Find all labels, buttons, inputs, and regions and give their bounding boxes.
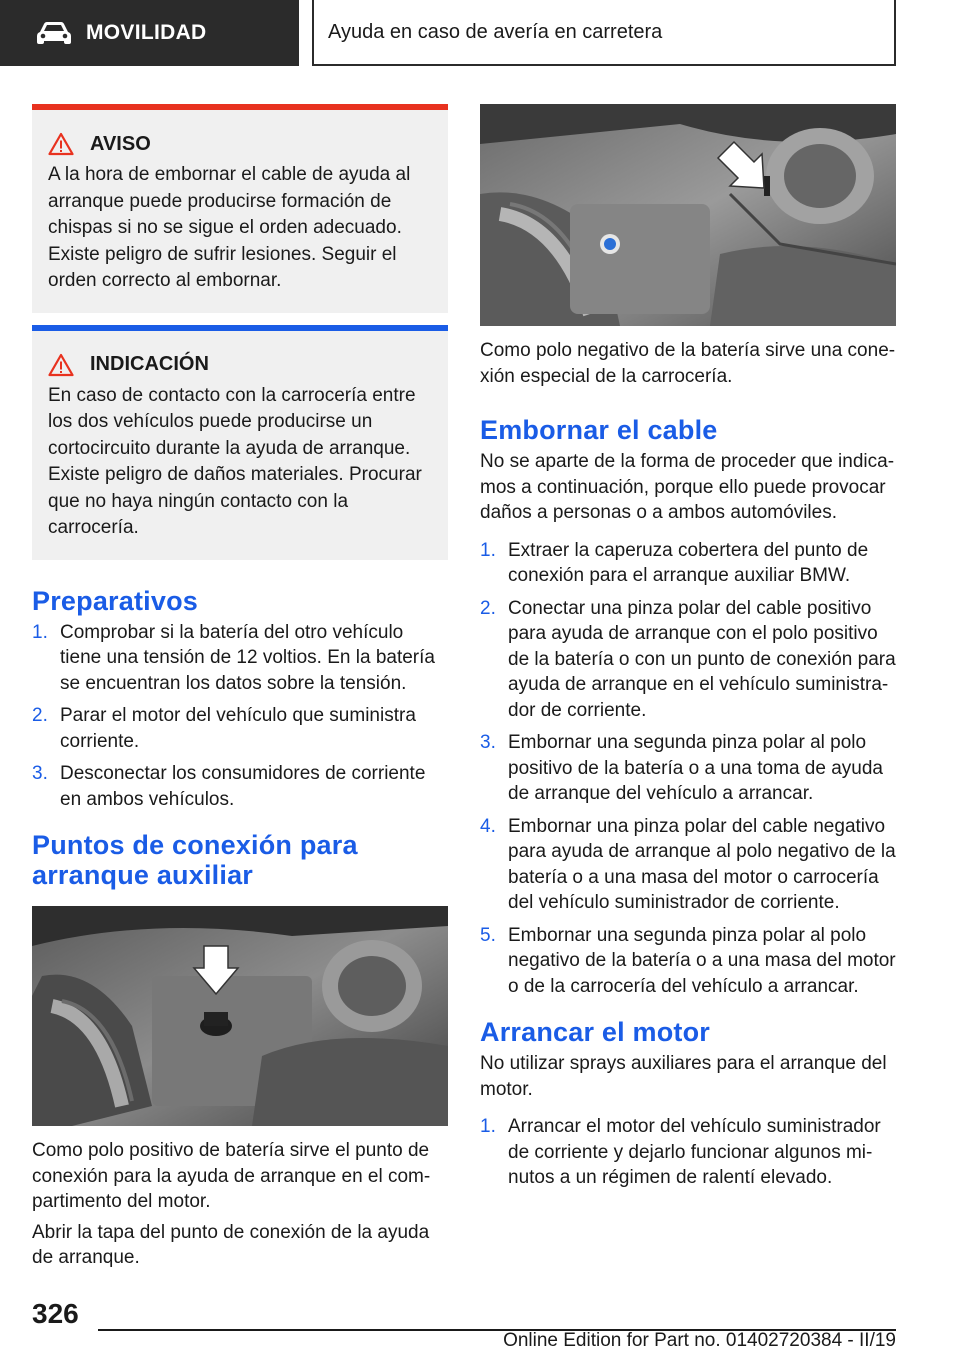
list-item: 3. Desconectar los consumidores de corriente en ambos vehículos. (32, 763, 426, 810)
list-item: 1. Extraer la caperuza cobertera del punto de conexión para el arranque auxiliar BMW. (480, 539, 869, 586)
list-item: 5. Embornar una segunda pinza polar al polo negativo de la batería o a una masa del motor o de la carrocería del vehículo a arrancar. (480, 924, 896, 997)
preparation-steps (32, 620, 448, 813)
negative-terminal-caption: Como polo negativo de la batería sirve una conexión especial de la carrocería. (480, 340, 896, 387)
start-engine-heading: Arrancar el motor (480, 1017, 710, 1047)
section-tab (0, 0, 299, 66)
start-intro: No utilizar sprays auxiliares para el arranque del motor. (480, 1053, 887, 1100)
note-text: En caso de contacto con la carrocería entre los dos vehículos puede producirse un cortocircuito durante la ayuda de arranque. Existe peligro de daños materiales. Procurar que no haya ningún contacto con la carrocería. (48, 384, 422, 538)
connection-points-heading: Puntos de conexión para arranque auxiliar (32, 830, 358, 890)
connect-intro: No se aparte de la forma de proceder que indicamos a continuación, porque ello puede provocar daños a personas o a ambos automóviles. (480, 451, 895, 523)
list-item: 2. Parar el motor del vehículo que suministra corriente. (32, 705, 416, 752)
list-item: 3. Embornar una segunda pinza polar al polo positivo de la batería o a una toma de ayuda de arranque del vehículo a arrancar. (480, 732, 883, 804)
section-title: MOVILIDAD (86, 21, 207, 44)
note-box (32, 325, 448, 560)
left-column (32, 104, 448, 1271)
positive-terminal-photo (32, 906, 448, 1126)
right-column (480, 104, 896, 1198)
list-item: 1. Arrancar el motor del vehículo suministrador de corriente y dejarlo funcionar algunos minutos a un régimen de ralentí elevado. (480, 1116, 881, 1188)
warning-title: AVISO (90, 132, 151, 155)
list-item: 2. Conectar una pinza polar del cable positivo para ayuda de arranque con el polo positivo de la batería o con un punto de conexión para ayuda de arranque en el vehículo suministrador de corriente. (480, 597, 896, 721)
negative-terminal-photo (480, 104, 896, 326)
list-item: 1. Comprobar si la batería del otro vehículo tiene una tensión de 12 voltios. En la batería se encuentran los datos sobre la tensión. (32, 621, 435, 694)
warning-triangle-icon (48, 353, 74, 377)
edition-label: Online Edition for Part no. 01402720384 - II/19 (503, 1330, 896, 1351)
warning-box (32, 104, 448, 313)
chapter-title: Ayuda en caso de avería en carretera (312, 0, 896, 66)
car-icon (36, 21, 72, 45)
connect-steps (480, 538, 896, 1000)
open-cap-instruction: Abrir la tapa del punto de conexión de la ayuda de arranque. (32, 1221, 430, 1268)
page-header (0, 0, 960, 66)
note-title: INDICACIÓN (90, 353, 209, 375)
positive-terminal-caption: Como polo positivo de batería sirve el punto de conexión para la ayuda de arranque en el compartimento del motor. (32, 1140, 431, 1212)
warning-text: A la hora de embornar el cable de ayuda al arranque puede producirse formación de chispas si no se sigue el orden adecuado. Existe peligro de sufrir lesiones. Seguir el orden correcto al embornar. (48, 164, 411, 291)
connect-cable-heading: Embornar el cable (480, 415, 718, 445)
list-item: 4. Embornar una pinza polar del cable negativo para ayuda de arranque al polo negativo de la batería o a una masa del motor o carrocería del vehículo suministrador de corriente. (480, 815, 896, 913)
start-steps (480, 1114, 896, 1191)
page-number: 326 (32, 1298, 79, 1329)
preparation-heading: Preparativos (32, 585, 198, 616)
warning-triangle-icon (48, 132, 74, 156)
